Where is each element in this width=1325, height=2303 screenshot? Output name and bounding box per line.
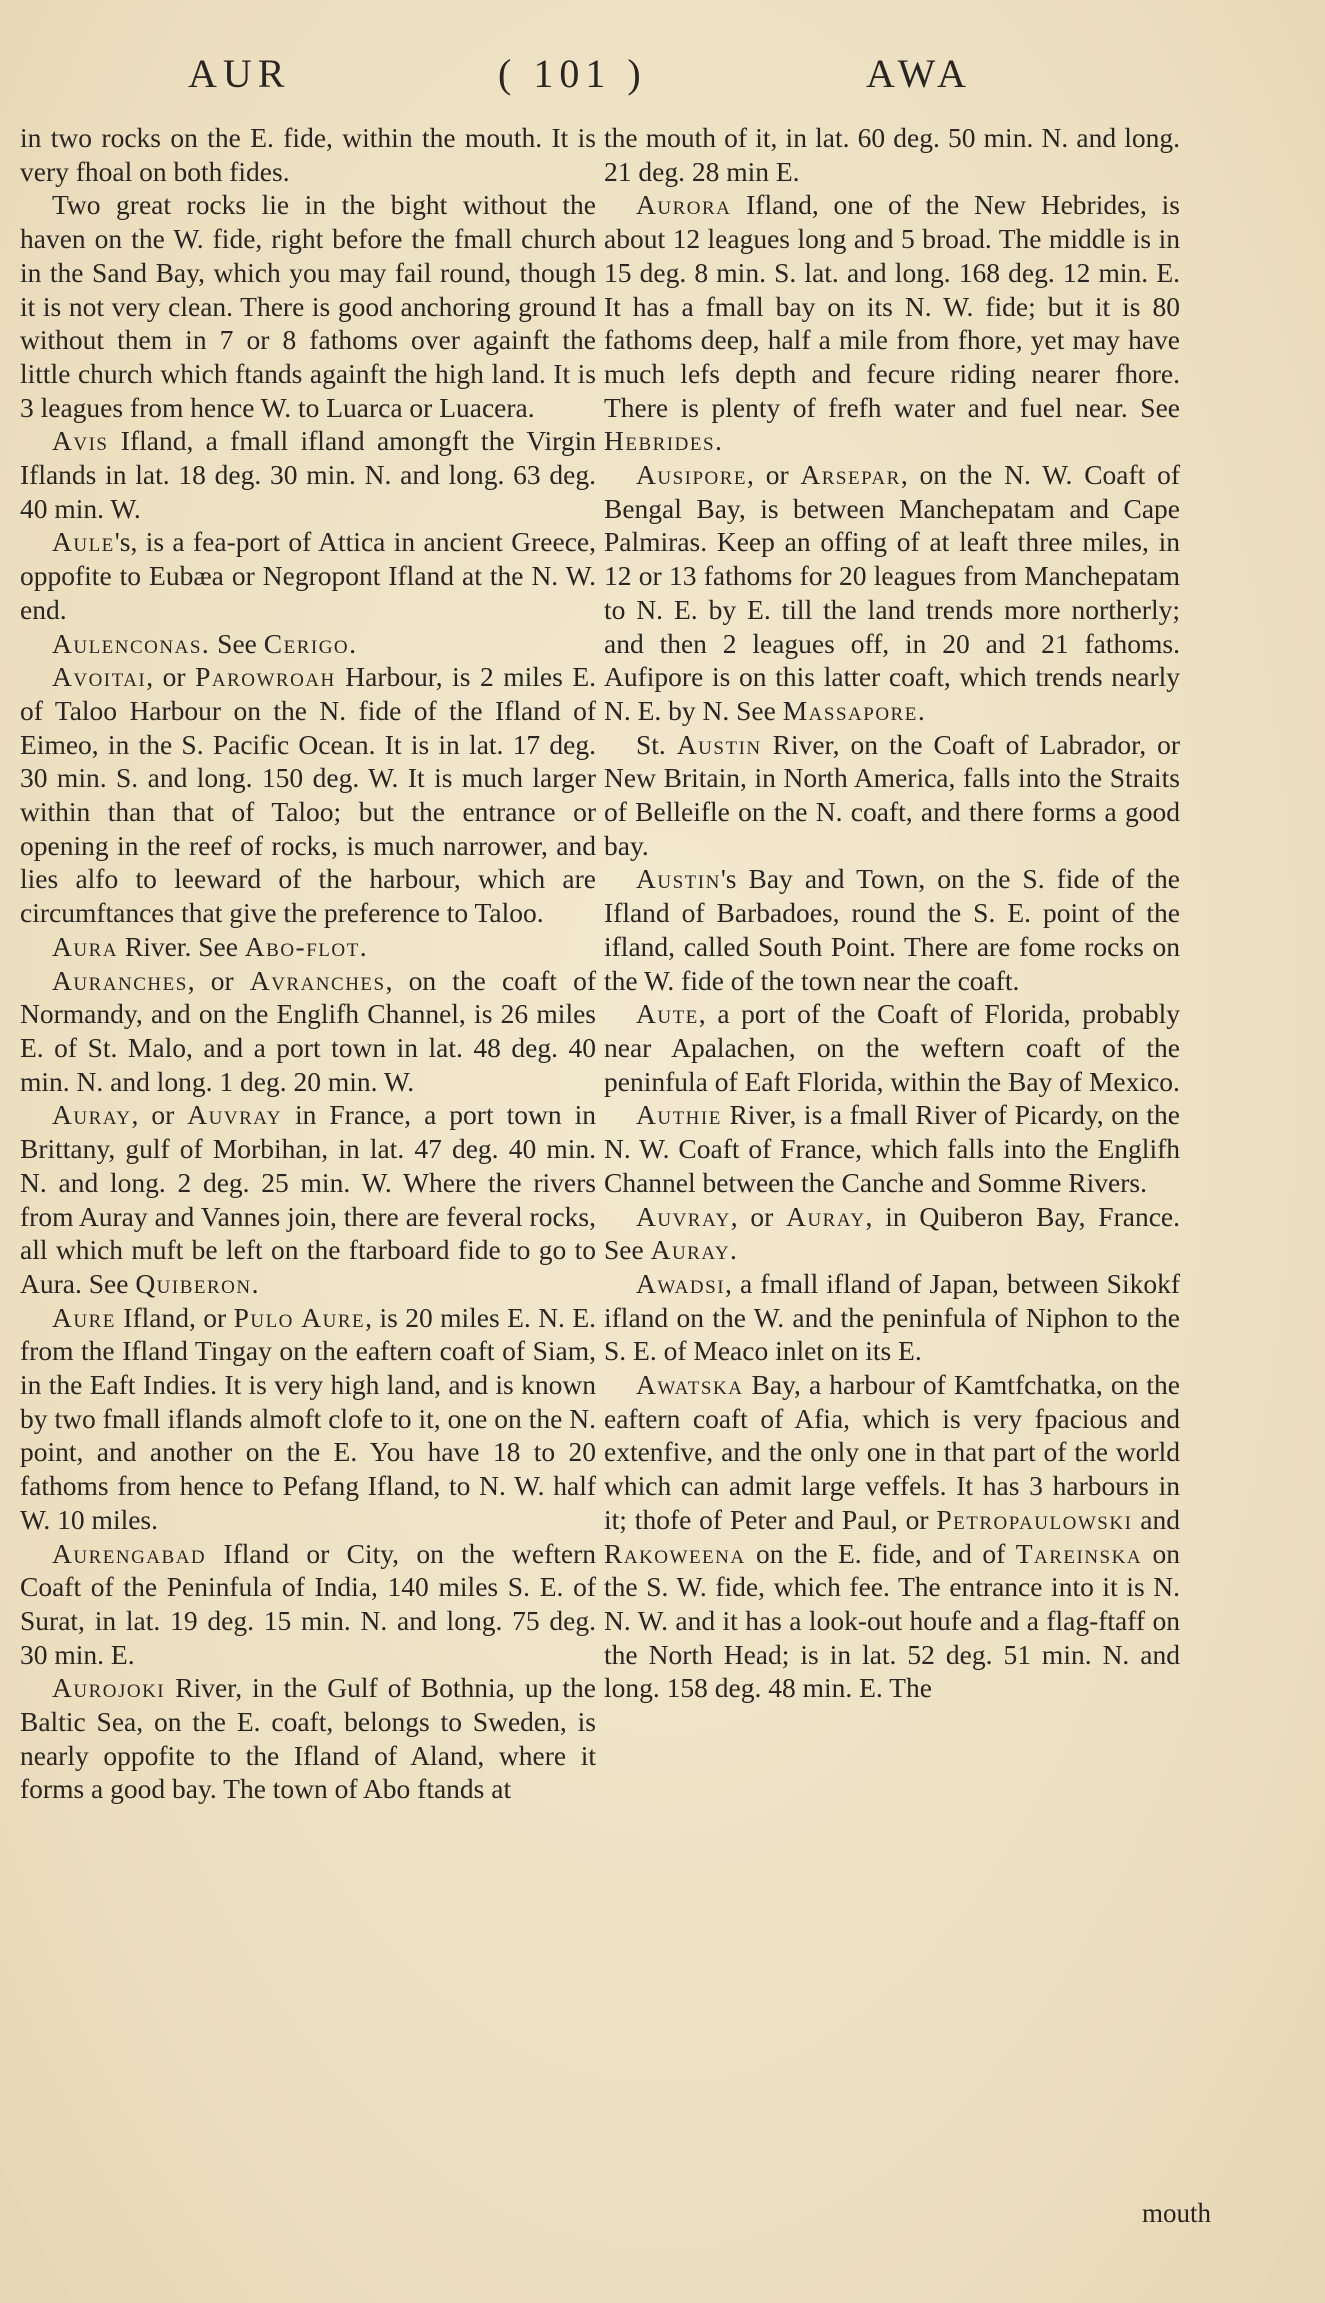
entry-text: River, in the Gulf of Bothnia, up the Baltic Sea, on the E. coaft, belongs to Sweden, is nearly oppofite to the Ifland of Aland, where it forms a good bay. The town of Abo ftands at (20, 1672, 596, 1805)
entry-headword: Awatska (636, 1369, 744, 1401)
entry-text: . (349, 627, 357, 659)
cross-reference: Parowroah (195, 661, 336, 693)
entry-text: , on the N. W. Coaft of Bengal Bay, is between Manchepatam and Cape Palmiras. Keep an offing of at leaft three miles, in 12 or 13 fathoms for 20 leagues from Manchepatam to N. E. by E. till the land trends more northerly; and then 2 leagues off, in 20 and 21 fathoms. Aufipore is on this latter coaft, which trends nearly N. E. by N. See (604, 459, 1180, 726)
entry-text: , is 20 miles E. N. E. from the Ifland Tingay on the eaftern coaft of Siam, in the Eaft Indies. It is very high land, and is known by two fmall iflands almoft clofe to it, one on the N. point, and another on the E. You have 18 to 20 fathoms from hence to Pefang Ifland, to N. W. half W. 10 miles. (20, 1301, 597, 1535)
entry-text: in France, a port town in Brittany, gulf of Morbihan, in lat. 47 deg. 40 min. N. and long. 2 deg. 25 min. W. Where the rivers from Auray and Vannes join, there are feveral rocks, all which muft be left on the ftarboard fide to go to Aura. See (20, 1099, 596, 1299)
cross-reference: Petropaulowski (936, 1503, 1133, 1535)
gazetteer-entry (20, 660, 596, 930)
gazetteer-entry (20, 1301, 596, 1537)
entry-text: Ifland or City, on the weftern Coaft of the Peninfula of India, 140 miles S. E. of Surat, in lat. 19 deg. 15 min. N. and long. 75 deg. 30 min. E. (20, 1537, 596, 1670)
entry-text: . (251, 1267, 259, 1299)
entry-text: Ifland, a fmall ifland amongft the Virgin Iflands in lat. 18 deg. 30 min. N. and long. 63 deg. 40 min. W. (20, 425, 596, 524)
entry-text: River. See (117, 930, 245, 962)
entry-headword: Auranches (52, 964, 188, 996)
gazetteer-entry (604, 728, 1180, 863)
entry-text: , or (187, 964, 250, 996)
entry-headword: Aulenconas. (52, 627, 211, 659)
entry-headword: Aurojoki (52, 1672, 166, 1704)
entry-headword: Ausipore (636, 459, 748, 491)
catchword: mouth (1142, 2198, 1212, 2228)
entry-headword: Authie (636, 1099, 722, 1131)
entry-text: , or (730, 1200, 787, 1232)
header-right-guide-word: AWA (866, 51, 972, 96)
entry-headword: Auvray (636, 1200, 731, 1232)
entry-text: , or (747, 459, 801, 491)
entry-headword: Aura (52, 930, 118, 962)
entry-headword: Aure (52, 1301, 116, 1333)
entry-text: Two great rocks lie in the bight without the haven on the W. fide, right before the fmall church in the Sand Bay, which you may fail round, though it is not very clean. There is good anchoring ground without them in 7 or 8 fathoms over againft the little church which ftands againft the high land. It is 3 leagues from hence W. to Luarca or Luacera. (20, 189, 596, 423)
entry-text: on the E. fide, and of (745, 1537, 1016, 1569)
cross-reference: Avranches (249, 964, 386, 996)
entry-text: . (917, 694, 925, 726)
cross-reference: Pulo Aure (233, 1301, 366, 1333)
entry-text: 's Bay and Town, on the S. fide of the Ifland of Barbadoes, round the S. E. point of the ifland, called South Point. There are fome rocks on the W. fide of the town near the coaft. (604, 863, 1180, 996)
right-column (604, 121, 1180, 1705)
entry-headword: Avoitai (52, 661, 147, 693)
gazetteer-entry (20, 964, 596, 1099)
entry-headword: Austin (676, 728, 762, 760)
gazetteer-entry (604, 188, 1180, 458)
entry-headword: Aute (636, 998, 699, 1030)
cross-reference: Arsepar (800, 459, 901, 491)
entry-headword: Awadsi (636, 1267, 726, 1299)
entry-text: Ifland, one of the New Hebrides, is about 12 leagues long and 5 broad. The middle is in 15 deg. 8 min. S. lat. and long. 168 deg. 12 min. E. It has a fmall bay on its N. W. fide; but it is 80 fathoms deep, half a mile from fhore, yet may have much lefs depth and fecure riding nearer fhore. There is plenty of frefh water and fuel near. See (604, 189, 1180, 423)
entry-text: Ifland, or (115, 1301, 234, 1333)
gazetteer-entry (604, 1098, 1180, 1199)
entry-headword: Aule (52, 526, 115, 558)
page-number: ( 101 ) (498, 51, 647, 96)
cross-reference: Auvray (187, 1099, 282, 1131)
entry-text: River, is a fmall River of Picardy, on the N. W. Coaft of France, which falls into the Englifh Channel between the Canche and Somme Rivers. (604, 1099, 1180, 1198)
cross-reference: Auray (650, 1234, 731, 1266)
entry-headword: Aurengabad (52, 1537, 207, 1569)
entry-text: , or (131, 1099, 188, 1131)
entry-text: on the S. W. fide, which fee. The entrance into it is N. N. W. and it has a look-out houfe and a flag-ftaff on the North Head; is in lat. 52 deg. 51 min. N. and long. 158 deg. 48 min. E. The (604, 1537, 1181, 1704)
entry-text: . (715, 425, 722, 457)
gazetteer-entry (604, 458, 1180, 728)
cross-reference: Massapore (782, 694, 918, 726)
entry-text: See (210, 627, 264, 659)
continued-text (604, 121, 1180, 188)
entry-text: and (1132, 1503, 1180, 1535)
cross-reference: Hebrides (604, 425, 716, 457)
gazetteer-entry (604, 1267, 1180, 1368)
cross-reference: Auray (786, 1200, 866, 1232)
entry-text: Harbour, is 2 miles E. of Taloo Harbour on the N. fide of the Ifland of Eimeo, in the S. Pacific Ocean. It is in lat. 17 deg. 30 min. S. and long. 150 deg. W. It is much larger within than that of Taloo; but the entrance or opening in the reef of rocks, is much narrower, and lies alfo to leeward of the harbour, which are circumftances that give the preference to Taloo. (20, 661, 596, 929)
entry-text: . (359, 930, 367, 962)
continued-text (20, 121, 596, 188)
gazetteer-entry (20, 930, 596, 964)
gazetteer-entry (20, 424, 596, 525)
entry-text: , or (146, 661, 196, 693)
entry-headword: Austin (636, 863, 721, 895)
gazetteer-entry (604, 997, 1180, 1098)
gazetteer-entry (20, 627, 596, 661)
header-left-guide-word: AUR (188, 51, 291, 96)
gazetteer-entry (20, 1098, 596, 1300)
entry-text: , in Quiberon Bay, France. See (604, 1200, 1180, 1266)
entry-prefix: St. (636, 728, 677, 760)
gazetteer-entry (604, 862, 1180, 997)
gazetteer-entry (20, 188, 596, 424)
entry-text: in two rocks on the E. fide, within the mouth. It is very fhoal on both fides. (20, 122, 596, 187)
cross-reference: Cerigo (263, 627, 350, 659)
entry-text: , a port of the Coaft of Florida, probably near Apalachen, on the weftern coaft of the peninfula of Eaft Florida, within the Bay of Mexico. (604, 998, 1180, 1097)
entry-headword: Auray (52, 1099, 132, 1131)
cross-reference: Quiberon (135, 1267, 252, 1299)
entry-text: Bay, a harbour of Kamtfchatka, on the eaftern coaft of Afia, which is very fpacious and extenfive, and the only one in that part of the world which can admit large veffels. It has 3 harbours in it; thofe of Peter and Paul, or (604, 1369, 1180, 1535)
gazetteer-entry (20, 1537, 596, 1672)
entry-text: the mouth of it, in lat. 60 deg. 50 min. N. and long. 21 deg. 28 min E. (604, 122, 1180, 187)
gazetteer-entry (604, 1368, 1180, 1705)
entry-text: . (730, 1234, 737, 1266)
running-header (0, 50, 1325, 110)
entry-text: , on the coaft of Normandy, and on the Englifh Channel, is 26 miles E. of St. Malo, and a port town in lat. 48 deg. 40 min. N. and long. 1 deg. 20 min. W. (20, 964, 596, 1097)
entry-text: River, on the Coaft of Labrador, or New Britain, in North America, falls into the Straits of Belleifle on the N. coaft, and there forms a good bay. (604, 728, 1180, 861)
left-column (20, 121, 596, 1806)
entry-text: 's, is a fea-port of Attica in ancient Greece, oppofite to Eubæa or Negropont Ifland at the N. W. end. (20, 526, 596, 625)
entry-headword: Aurora (636, 189, 732, 221)
entry-text: , a fmall ifland of Japan, between Sikokf ifland on the W. and the peninfula of Niphon to the S. E. of Meaco inlet on its E. (604, 1267, 1180, 1367)
gazetteer-entry (20, 525, 596, 626)
gazetteer-entry (604, 1200, 1180, 1267)
cross-reference: Rakoweena (604, 1537, 746, 1569)
entry-headword: Avis (52, 425, 109, 457)
gazetteer-entry (20, 1671, 596, 1806)
cross-reference: Tareinska (1015, 1537, 1143, 1569)
cross-reference: Abo-flot (244, 930, 360, 962)
